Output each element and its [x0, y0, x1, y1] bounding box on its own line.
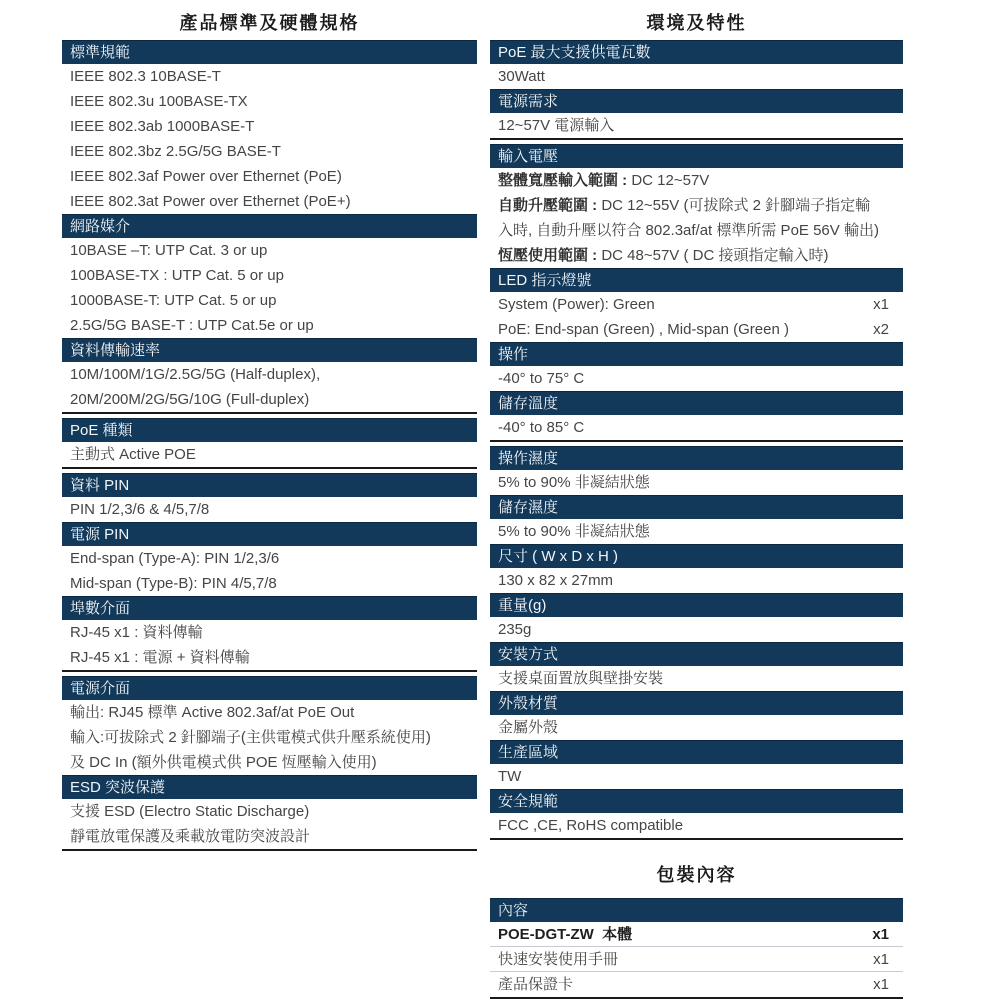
spec-row: IEEE 802.3at Power over Ethernet (PoE+): [70, 193, 351, 210]
spec-section-header: 尺寸 ( W x D x H ): [490, 544, 903, 568]
spec-row: 10BASE –T: UTP Cat. 3 or up: [70, 242, 268, 259]
spec-row: 支援桌面置放與壁掛安裝: [498, 670, 664, 687]
left-column-sections: [62, 40, 477, 851]
spec-section-header: 生產區域: [490, 740, 903, 764]
spec-row-value: PoE: End-span (Green) , Mid-span (Green ): [498, 321, 789, 338]
section-divider: [62, 412, 477, 414]
spec-row: 輸出: RJ45 標準 Active 802.3af/at PoE Out: [70, 704, 355, 721]
spec-row: 支援 ESD (Electro Static Discharge): [70, 803, 310, 820]
package-row: [490, 922, 903, 947]
spec-row: FCC ,CE, RoHS compatible: [498, 817, 684, 834]
spec-row: TW: [498, 768, 522, 785]
spec-row: 12~57V 電源輸入: [498, 117, 615, 134]
spec-row: IEEE 802.3ab 1000BASE-T: [70, 118, 255, 135]
package-table: [490, 898, 903, 999]
spec-section-header: ESD 突波保護: [62, 775, 477, 799]
package-title: 包裝內容: [656, 865, 737, 885]
package-section: [490, 862, 903, 999]
spec-row: PIN 1/2,3/6 & 4/5,7/8: [70, 501, 210, 518]
spec-row: 5% to 90% 非凝結狀態: [498, 523, 650, 540]
package-bottom-border: [490, 997, 903, 999]
spec-row: 100BASE-TX : UTP Cat. 5 or up: [70, 267, 284, 284]
spec-section-header: 資料傳輸速率: [62, 338, 477, 362]
package-row: [490, 947, 903, 972]
spec-row: 10M/100M/1G/2.5G/5G (Half-duplex),: [70, 366, 321, 383]
left-column: [62, 10, 477, 851]
spec-row-value: DC 12~55V (可拔除式 2 針腳端子指定輸: [601, 197, 871, 214]
spec-section-header: 標準規範: [62, 40, 477, 64]
spec-section-header: 電源 PIN: [62, 522, 477, 546]
qty-label: x1: [873, 951, 889, 968]
section-divider: [490, 838, 903, 840]
spec-section-header: 電源介面: [62, 676, 477, 700]
spec-section-header: 電源需求: [490, 89, 903, 113]
spec-row: 1000BASE-T: UTP Cat. 5 or up: [70, 292, 277, 309]
qty-label: x1: [872, 926, 889, 943]
spec-row: RJ-45 x1 : 資料傳輸: [70, 624, 203, 641]
spec-row-label: 整體寬壓輸入範圍 :: [498, 172, 632, 189]
spec-row: 及 DC In (額外供電模式供 POE 恆壓輸入使用): [70, 754, 377, 771]
section-divider: [490, 138, 903, 140]
spec-row: 主動式 Active POE: [70, 446, 196, 463]
spec-section-header: 網路媒介: [62, 214, 477, 238]
section-divider: [62, 670, 477, 672]
spec-row: IEEE 802.3 10BASE-T: [70, 68, 221, 85]
spec-row: 30Watt: [498, 68, 545, 85]
left-column-title: 產品標準及硬體規格: [179, 13, 360, 33]
spec-row: 金屬外殼: [498, 719, 559, 736]
spec-row: IEEE 802.3u 100BASE-TX: [70, 93, 248, 110]
spec-section-header: 安全規範: [490, 789, 903, 813]
spec-row: End-span (Type-A): PIN 1/2,3/6: [70, 550, 280, 567]
right-column: [490, 10, 903, 999]
spec-row: 5% to 90% 非凝結狀態: [498, 474, 650, 491]
spec-section-header: 資料 PIN: [62, 473, 477, 497]
qty-label: x1: [873, 296, 889, 313]
package-item-name: POE-DGT-ZW 本體: [498, 926, 633, 943]
package-header: 內容: [490, 898, 903, 922]
spec-section-header: 重量(g): [490, 593, 903, 617]
spec-section-header: PoE 種類: [62, 418, 477, 442]
section-divider: [490, 440, 903, 442]
spec-row-label: 恆壓使用範圍 :: [498, 247, 602, 264]
right-column-sections: [490, 40, 903, 840]
spec-row: [490, 292, 903, 317]
spec-row-value: System (Power): Green: [498, 296, 655, 313]
section-divider: [62, 849, 477, 851]
spec-row: 235g: [498, 621, 532, 638]
spec-row: 靜電放電保護及乘載放電防突波設計: [70, 828, 311, 845]
spec-row: 130 x 82 x 27mm: [498, 572, 614, 589]
spec-row: [490, 218, 903, 243]
spec-row-value: DC 12~57V: [631, 172, 710, 189]
spec-section-header: 操作: [490, 342, 903, 366]
spec-row: 2.5G/5G BASE-T : UTP Cat.5e or up: [70, 317, 314, 334]
spec-row: -40° to 75° C: [498, 370, 585, 387]
spec-section-header: 儲存溫度: [490, 391, 903, 415]
spec-row: [490, 317, 903, 342]
spec-section-header: 輸入電壓: [490, 144, 903, 168]
spec-row: [490, 168, 903, 193]
package-item-name: 產品保證卡: [498, 976, 574, 993]
spec-row-value: 入時, 自動升壓以符合 802.3af/at 標準所需 PoE 56V 輸出): [498, 222, 879, 239]
spec-row: [490, 193, 903, 218]
spec-section-header: 操作濕度: [490, 446, 903, 470]
package-row: [490, 972, 903, 997]
spec-row: [490, 243, 903, 268]
spec-row: RJ-45 x1 : 電源 + 資料傳輸: [70, 649, 250, 666]
qty-label: x1: [873, 976, 889, 993]
spec-section-header: 外殼材質: [490, 691, 903, 715]
spec-section-header: 埠數介面: [62, 596, 477, 620]
spec-section-header: PoE 最大支援供電瓦數: [490, 40, 903, 64]
right-column-title: 環境及特性: [646, 13, 747, 33]
spec-row: IEEE 802.3bz 2.5G/5G BASE-T: [70, 143, 281, 160]
spec-row: IEEE 802.3af Power over Ethernet (PoE): [70, 168, 342, 185]
spec-row: 20M/200M/2G/5G/10G (Full-duplex): [70, 391, 310, 408]
spec-section-header: LED 指示燈號: [490, 268, 903, 292]
spec-row-label: 自動升壓範圍 :: [498, 197, 602, 214]
spec-row: Mid-span (Type-B): PIN 4/5,7/8: [70, 575, 277, 592]
spec-row-value: DC 48~57V ( DC 接頭指定輸入時): [601, 247, 829, 264]
spec-section-header: 安裝方式: [490, 642, 903, 666]
section-divider: [62, 467, 477, 469]
spec-section-header: 儲存濕度: [490, 495, 903, 519]
qty-label: x2: [873, 321, 889, 338]
spec-row: 輸入:可拔除式 2 針腳端子(主供電模式供升壓系統使用): [70, 729, 431, 746]
package-item-name: 快速安裝使用手冊: [498, 951, 619, 968]
spec-row: -40° to 85° C: [498, 419, 585, 436]
